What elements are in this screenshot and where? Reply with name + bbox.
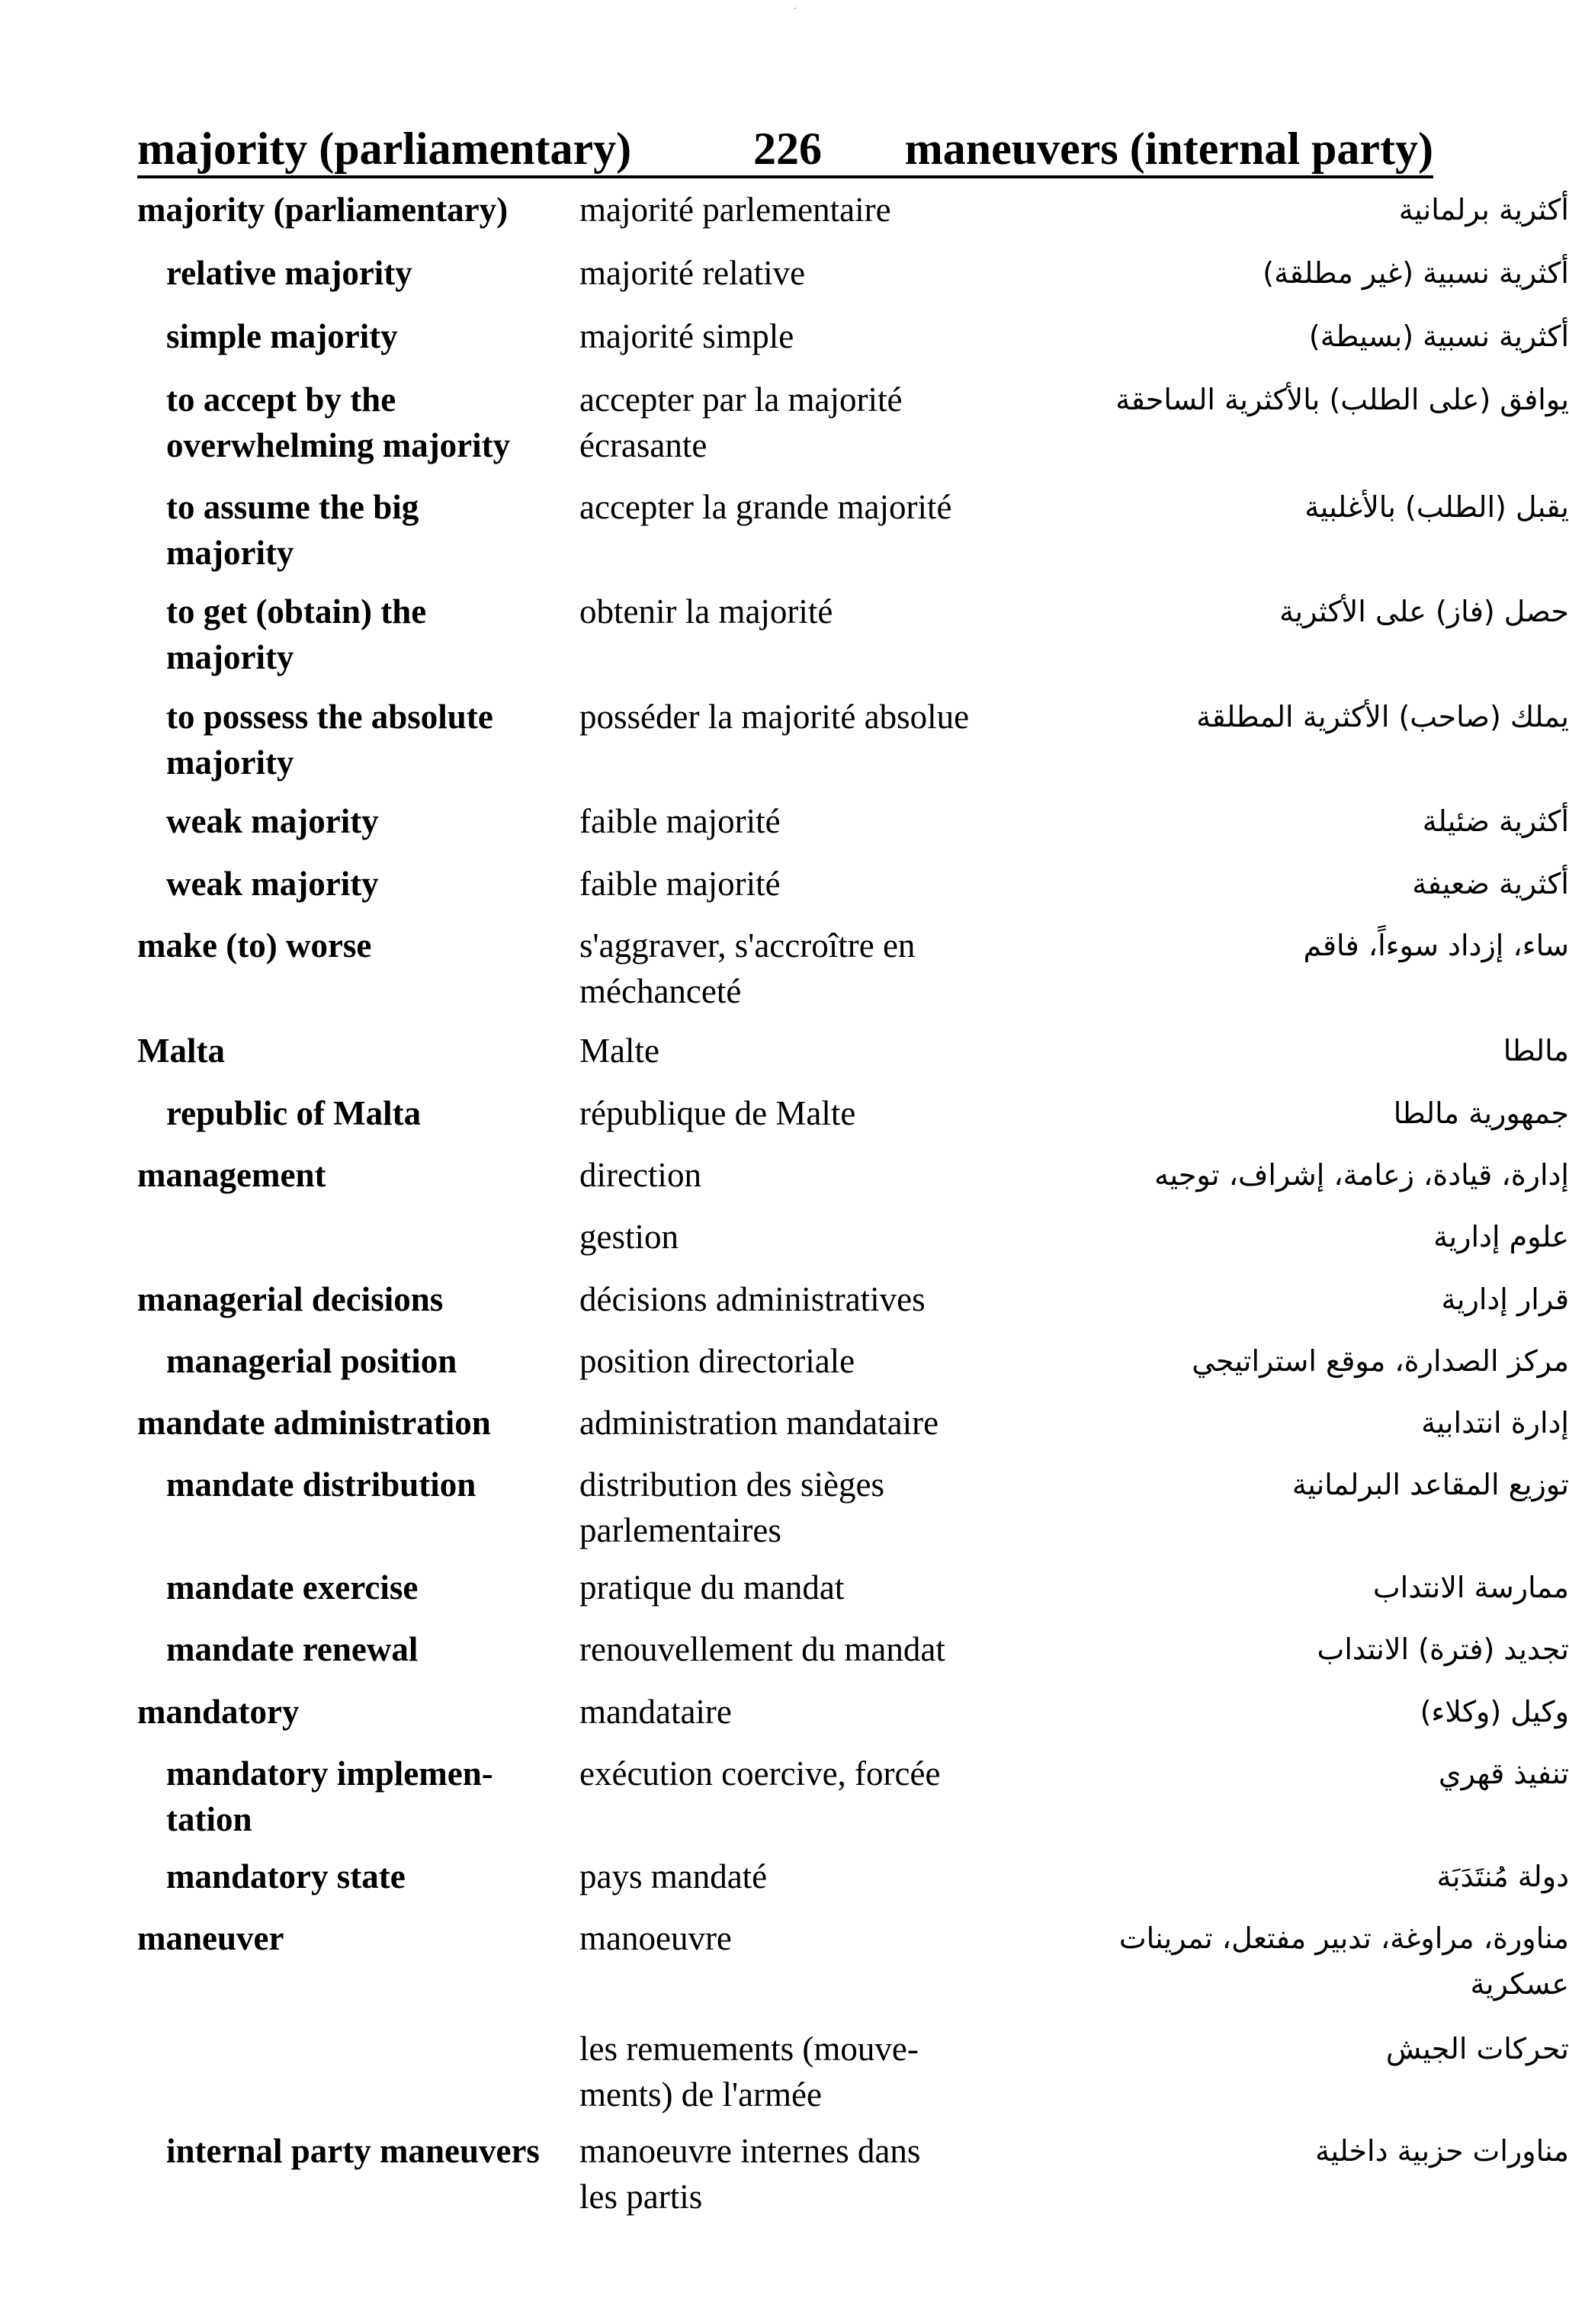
english-term: make (to) worse — [137, 926, 372, 965]
arabic-term: توزيع المقاعد البرلمانية — [1291, 1468, 1569, 1501]
arabic-term: مناورات حزبية داخلية — [1315, 2134, 1569, 2168]
english-term: to get (obtain) the majority — [166, 592, 427, 676]
french-term: les remuements (mouve- ments) de l'armée — [579, 2030, 919, 2114]
french-term: faible majorité — [579, 802, 781, 840]
french-term: pratique du mandat — [579, 1568, 845, 1607]
english-term: relative majority — [166, 254, 412, 292]
english-term: weak majority — [166, 865, 379, 903]
french-term: position directoriale — [579, 1342, 855, 1380]
arabic-term: ساء، إزداد سوءاً، فاقم — [1303, 929, 1569, 962]
french-term: république de Malte — [579, 1094, 856, 1132]
french-term: majorité relative — [579, 254, 806, 292]
arabic-term: يوافق (على الطلب) بالأكثرية الساحقة — [1115, 383, 1569, 416]
french-term: s'aggraver, s'accroître en méchanceté — [579, 926, 916, 1010]
french-term: exécution coercive, forcée — [579, 1754, 941, 1793]
english-term: simple majority — [166, 317, 398, 355]
arabic-term: تحركات الجيش — [1385, 2032, 1569, 2066]
arabic-term: حصل (فاز) على الأكثرية — [1279, 595, 1569, 628]
french-term: obtenir la majorité — [579, 592, 833, 631]
arabic-term: أكثرية نسبية (غير مطلقة) — [1263, 256, 1569, 290]
french-term: pays mandaté — [579, 1857, 768, 1895]
french-term: Malte — [579, 1032, 659, 1070]
french-term: majorité parlementaire — [579, 191, 891, 229]
english-term: Malta — [137, 1032, 225, 1070]
arabic-term: مركز الصدارة، موقع استراتيجي — [1192, 1344, 1569, 1378]
arabic-term: يملك (صاحب) الأكثرية المطلقة — [1196, 700, 1569, 733]
french-term: accepter la grande majorité — [579, 488, 952, 526]
french-term: accepter par la majorité écrasante — [579, 380, 903, 464]
arabic-term: يقبل (الطلب) بالأغلبية — [1304, 490, 1569, 524]
arabic-term: أكثرية ضئيلة — [1422, 804, 1569, 838]
english-term: republic of Malta — [166, 1094, 422, 1132]
english-term: mandate administration — [137, 1404, 491, 1442]
english-term: mandate distribution — [166, 1465, 476, 1504]
arabic-term: مالطا — [1503, 1034, 1569, 1067]
page-number: 226 — [753, 124, 822, 174]
english-term: mandatory — [137, 1693, 300, 1731]
header-first-entry: majority (parliamentary) — [137, 124, 632, 174]
arabic-term: علوم إدارية — [1433, 1220, 1569, 1253]
english-term: managerial position — [166, 1342, 457, 1380]
french-term: direction — [579, 1156, 701, 1194]
english-term: to possess the absolute majority — [166, 698, 493, 782]
arabic-term: تنفيذ قهري — [1438, 1757, 1569, 1790]
french-term: gestion — [579, 1218, 679, 1256]
english-term: weak majority — [166, 802, 379, 840]
french-term: décisions administratives — [579, 1280, 926, 1318]
french-term: renouvellement du mandat — [579, 1630, 945, 1668]
arabic-term: دولة مُنتَدَبَة — [1436, 1860, 1569, 1893]
arabic-term: أكثرية برلمانية — [1398, 193, 1569, 226]
english-term: mandate exercise — [166, 1568, 419, 1607]
french-term: manoeuvre internes dans les partis — [579, 2132, 921, 2216]
english-term: majority (parliamentary) — [137, 191, 509, 229]
arabic-term: قرار إدارية — [1441, 1282, 1569, 1316]
english-term: mandatory implemen- tation — [166, 1754, 493, 1838]
french-term: manoeuvre — [579, 1919, 732, 1957]
running-header — [137, 122, 1433, 178]
english-term: maneuver — [137, 1919, 284, 1957]
arabic-term: ممارسة الانتداب — [1372, 1571, 1569, 1604]
arabic-term: أكثرية ضعيفة — [1412, 867, 1569, 900]
english-term: management — [137, 1156, 326, 1194]
arabic-term: إدارة انتدابية — [1421, 1406, 1569, 1440]
arabic-term: إدارة، قيادة، زعامة، إشراف، توجيه — [1154, 1158, 1569, 1192]
french-term: distribution des sièges parlementaires — [579, 1465, 884, 1549]
header-last-entry: maneuvers (internal party) — [904, 124, 1433, 174]
arabic-term: وكيل (وكلاء) — [1420, 1695, 1569, 1729]
arabic-term: تجديد (فترة) الانتداب — [1317, 1632, 1569, 1666]
french-term: faible majorité — [579, 865, 781, 903]
arabic-term: جمهورية مالطا — [1393, 1096, 1569, 1130]
english-term: mandatory state — [166, 1857, 406, 1895]
english-term: to accept by the overwhelming majority — [166, 380, 511, 464]
french-term: mandataire — [579, 1693, 732, 1731]
english-term: managerial decisions — [137, 1280, 444, 1318]
arabic-term: مناورة، مراوغة، تدبير مفتعل، تمرينات عسكرية — [1118, 1921, 1569, 2001]
french-term: majorité simple — [579, 317, 794, 355]
english-term: mandate renewal — [166, 1630, 419, 1668]
english-term: internal party maneuvers — [166, 2132, 540, 2170]
french-term: posséder la majorité absolue — [579, 698, 970, 736]
page-speck — [794, 8, 796, 9]
english-term: to assume the big majority — [166, 488, 419, 572]
arabic-term: أكثرية نسبية (بسيطة) — [1308, 319, 1569, 353]
french-term: administration mandataire — [579, 1404, 939, 1442]
